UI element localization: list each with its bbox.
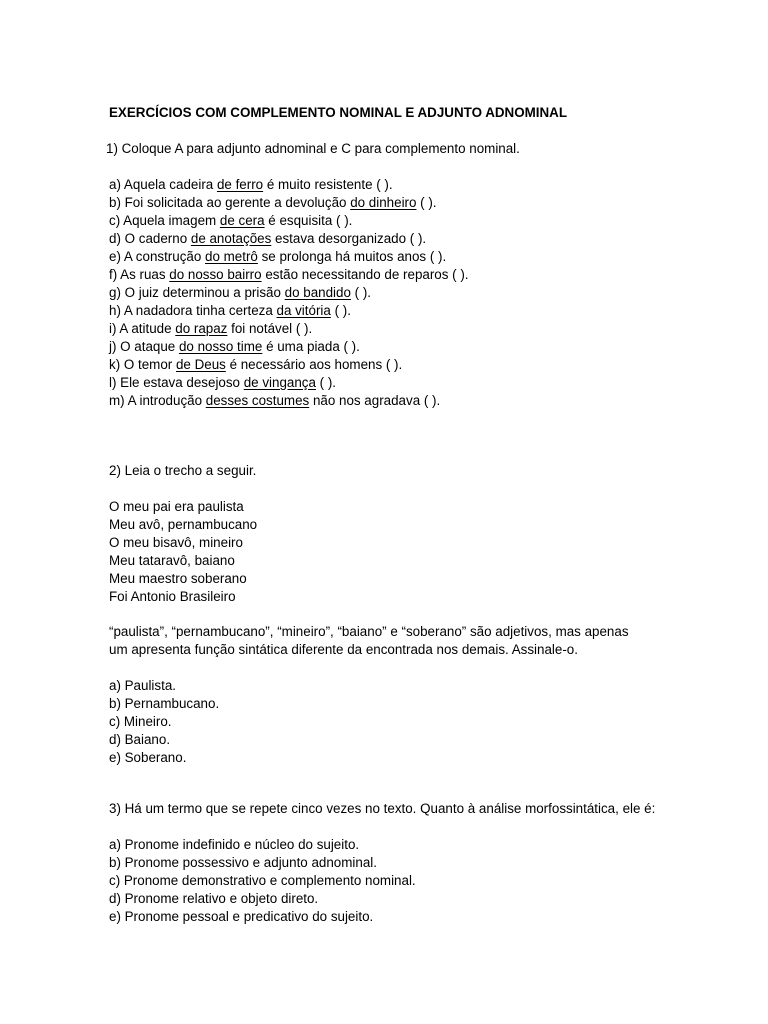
option: c) Mineiro.: [109, 714, 172, 729]
option: e) Soberano.: [109, 750, 187, 765]
question-2-prompt: 2) Leia o trecho a seguir.: [109, 463, 257, 478]
q1-item: a) Aquela cadeira de ferro é muito resistente ( ).: [109, 177, 393, 192]
q1-item: k) O temor de Deus é necessário aos homens ( ).: [109, 357, 403, 372]
q1-item: b) Foi solicitada ao gerente a devolução do dinheiro ( ).: [109, 195, 437, 210]
poem-line: O meu bisavô, mineiro: [109, 535, 243, 550]
q1-item: m) A introdução desses costumes não nos agradava ( ).: [109, 393, 441, 408]
q1-item: l) Ele estava desejoso de vingança ( ).: [109, 375, 337, 390]
poem-line: Foi Antonio Brasileiro: [109, 589, 236, 604]
option: c) Pronome demonstrativo e complemento nominal.: [109, 873, 416, 888]
option: d) Pronome relativo e objeto direto.: [109, 891, 319, 906]
statement-line: um apresenta função sintática diferente da encontrada nos demais. Assinale-o.: [109, 642, 578, 657]
statement-line: “paulista”, “pernambucano”, “mineiro”, “baiano” e “soberano” são adjetivos, mas apenas: [109, 624, 629, 639]
document-title: EXERCÍCIOS COM COMPLEMENTO NOMINAL E ADJUNTO ADNOMINAL: [109, 105, 568, 120]
option: a) Pronome indefinido e núcleo do sujeito.: [109, 837, 360, 852]
option: e) Pronome pessoal e predicativo do sujeito.: [109, 909, 374, 924]
question-3-prompt: 3) Há um termo que se repete cinco vezes no texto. Quanto à análise morfossintática, ele é:: [109, 801, 656, 816]
q1-item: d) O caderno de anotações estava desorganizado ( ).: [109, 231, 427, 246]
poem-line: Meu avô, pernambucano: [109, 517, 258, 532]
q1-item: h) A nadadora tinha certeza da vitória ( ).: [109, 303, 351, 318]
q1-item: g) O juiz determinou a prisão do bandido ( ).: [109, 285, 372, 300]
q1-item: f) As ruas do nosso bairro estão necessitando de reparos ( ).: [109, 267, 469, 282]
option: a) Paulista.: [109, 678, 176, 693]
poem-line: O meu pai era paulista: [109, 499, 244, 514]
option: b) Pronome possessivo e adjunto adnominal.: [109, 855, 377, 870]
question-1-prompt: 1) Coloque A para adjunto adnominal e C para complemento nominal.: [106, 141, 520, 156]
q1-item: i) A atitude do rapaz foi notável ( ).: [109, 321, 313, 336]
q1-item: j) O ataque do nosso time é uma piada ( ).: [109, 339, 360, 354]
option: b) Pernambucano.: [109, 696, 220, 711]
q1-item: c) Aquela imagem de cera é esquisita ( ).: [109, 213, 353, 228]
option: d) Baiano.: [109, 732, 171, 747]
poem-line: Meu tataravô, baiano: [109, 553, 235, 568]
q1-item: e) A construção do metrô se prolonga há muitos anos ( ).: [109, 249, 447, 264]
poem-line: Meu maestro soberano: [109, 571, 247, 586]
